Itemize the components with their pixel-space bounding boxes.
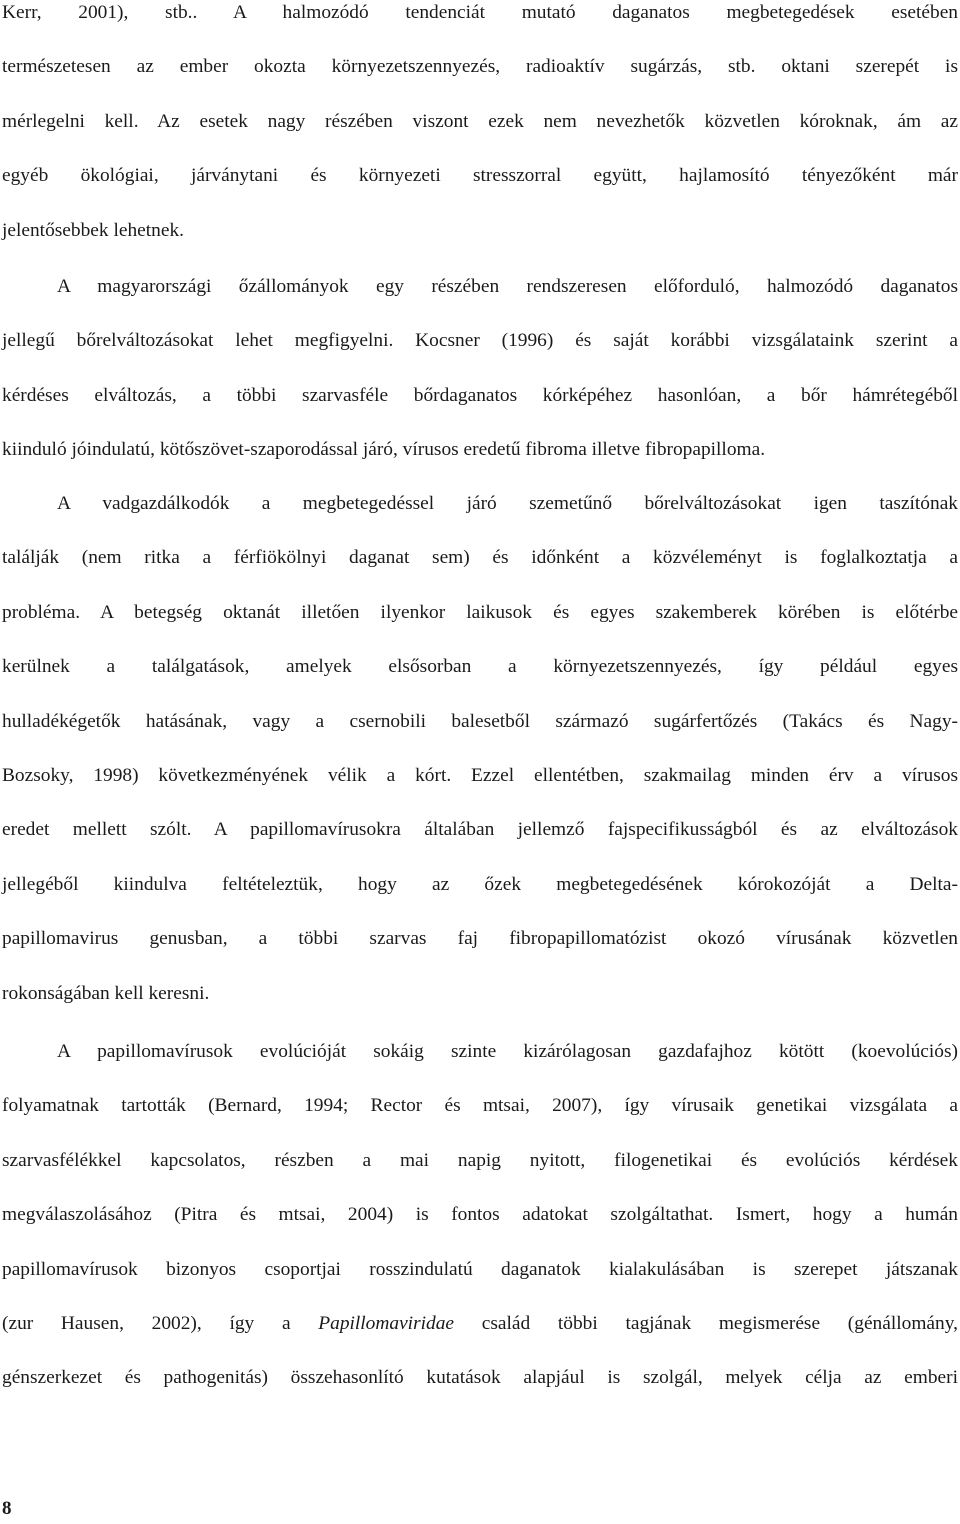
paragraph-1: [2, 0, 958, 258]
text-line: jelentősebbek lehetnek.: [2, 219, 184, 241]
text-line: szarvasfélékkel kapcsolatos, részben a mai napig nyitott, filogenetikai és evolúciós kérdések: [2, 1149, 958, 1171]
text-line: génszerkezet és pathogenitás) összehasonlító kutatások alapjául is szolgál, melyek célja az emberi: [2, 1367, 958, 1389]
text-line: A magyarországi őzállományok egy részében rendszeresen előforduló, halmozódó daganatos: [57, 276, 958, 297]
text-span: család többi tagjának megismerése (génállomány,: [454, 1313, 958, 1335]
text-line-with-italic: [2, 1297, 958, 1351]
text-line: természetesen az ember okozta környezetszennyezés, radioaktív sugárzás, stb. oktani szerepét is: [2, 56, 958, 78]
text-line: hulladékégetők hatásának, vagy a csernobili balesetből származó sugárfertőzés (Takács és Nagy-: [2, 710, 958, 732]
text-line: találják (nem ritka a férfiökölnyi daganat sem) és időnként a közvéleményt is foglalkoztatja a: [2, 547, 958, 569]
page-number: 8: [2, 1498, 12, 1519]
text-line: kerülnek a találgatások, amelyek elsősorban a környezetszennyezés, így például egyes: [2, 656, 958, 678]
text-line: eredet mellett szólt. A papillomavírusokra általában jellemző fajspecifikusságból és az elváltozások: [2, 819, 958, 841]
text-line: rokonságában kell keresni.: [2, 982, 210, 1004]
text-line: kiinduló jóindulatú, kötőszövet-szaporodással járó, vírusos eredetű fibroma illetve fibropapilloma.: [2, 439, 766, 461]
italic-taxon-name: Papillomaviridae: [318, 1313, 454, 1335]
text-line: megválaszolásához (Pitra és mtsai, 2004) is fontos adatokat szolgáltathat. Ismert, hogy a humán: [2, 1204, 958, 1226]
text-line: probléma. A betegség oktanát illetően ilyenkor laikusok és egyes szakemberek körében is előtérbe: [2, 601, 958, 623]
text-line: A papillomavírusok evolúcióját sokáig szinte kizárólagosan gazdafajhoz kötött (koevolúciós): [57, 1041, 958, 1062]
text-line: jellegéből kiindulva feltételeztük, hogy az őzek megbetegedésének kórokozóját a Delta-: [2, 873, 958, 895]
text-line: papillomavírusok bizonyos csoportjai rosszindulatú daganatok kialakulásában is szerepet játszanak: [2, 1258, 958, 1280]
text-line: mérlegelni kell. Az esetek nagy részében viszont ezek nem nevezhetők közvetlen kóroknak, ám az: [2, 110, 958, 132]
paragraph-4: [2, 1025, 958, 1406]
text-line: Kerr, 2001), stb.. A halmozódó tendenciát mutató daganatos megbetegedések esetében: [2, 2, 958, 23]
text-span: (zur Hausen, 2002), így a: [2, 1313, 319, 1335]
text-line: Bozsoky, 1998) következményének vélik a kórt. Ezzel ellentétben, szakmailag minden érv a vírusos: [2, 765, 958, 787]
text-line: kérdéses elváltozás, a többi szarvasféle bőrdaganatos kórképéhez hasonlóan, a bőr hámrétegéből: [2, 384, 958, 406]
text-line: papillomavirus genusban, a többi szarvas faj fibropapillomatózist okozó vírusának közvetlen: [2, 928, 958, 950]
text-line: folyamatnak tartották (Bernard, 1994; Rector és mtsai, 2007), így vírusaik genetikai vizsgálata a: [2, 1095, 958, 1117]
paragraph-3: [2, 477, 958, 1021]
paragraph-2: [2, 260, 958, 478]
text-line: A vadgazdálkodók a megbetegedéssel járó szemetűnő bőrelváltozásokat igen taszítónak: [57, 493, 958, 514]
text-line: egyéb ökológiai, járványtani és környezeti stresszorral együtt, hajlamosító tényezőként már: [2, 165, 958, 187]
text-line: jellegű bőrelváltozásokat lehet megfigyelni. Kocsner (1996) és saját korábbi vizsgálataink szerint a: [2, 330, 958, 352]
